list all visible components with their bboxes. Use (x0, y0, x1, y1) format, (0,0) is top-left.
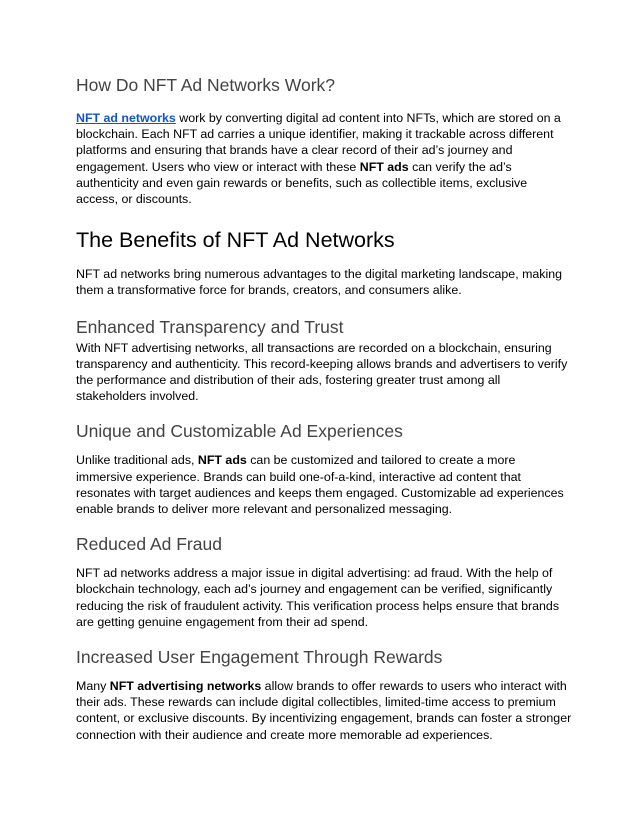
nft-ad-networks-link[interactable]: NFT ad networks (76, 111, 176, 125)
heading-how-nft-ad-networks-work: How Do NFT Ad Networks Work? (76, 75, 336, 95)
paragraph-transparency: With NFT advertising networks, all transactions are recorded on a blockchain, ensuring transparency and authenticity. This record-keeping allows brands and advertisers to verify the performance and distribution of their ads, fostering greater trust among all stakeholders involved. (76, 340, 568, 404)
text-span: can verify the ad’s authenticity and even gain rewards or benefits, such as collectible items, exclusive access, or discounts. (76, 159, 528, 207)
paragraph-benefits-intro: NFT ad networks bring numerous advantages to the digital marketing landscape, making them a transformative force for brands, creators, and consumers alike. (76, 267, 563, 298)
paragraph-ad-fraud: NFT ad networks address a major issue in digital advertising: ad fraud. With the help of blockchain technology, each ad’s journey and engagement can be verified, significantly reducing the risk of fraudulent activity. This verification process helps ensure that brands are getting genuine engagement from their ad spend. (76, 566, 560, 629)
text-span: can be customized and tailored to create a more immersive experience. Brands can build one-of-a-kind, interactive ad content that resonates with target audiences and keeps them engaged. Customizable ad experiences enable brands to deliver more relevant and personalized messaging. (76, 453, 564, 517)
paragraph-user-engagement (76, 678, 572, 743)
bold-text: NFT ads (197, 453, 247, 468)
paragraph-how-it-works (76, 110, 572, 207)
bold-text: NFT advertising networks (109, 679, 262, 694)
text-span: work by converting digital ad content into NFTs, which are stored on a blockchain. Each NFT ad carries a unique identifier, making it trackable across different platforms and ensuring that brands have a clear record of their ad’s journey and engagement. Users who view or interact with these (76, 111, 561, 174)
text-span: allow brands to offer rewards to users who interact with their ads. These rewards can include digital collectibles, limited-time access to premium content, or exclusive discounts. By incentivizing engagement, brands can foster a stronger connection with their audience and create more memorable ad experiences. (76, 679, 572, 742)
heading-benefits: The Benefits of NFT Ad Networks (76, 228, 395, 253)
heading-customizable: Unique and Customizable Ad Experiences (76, 421, 403, 442)
heading-user-engagement: Increased User Engagement Through Rewards (76, 647, 443, 668)
text-span: Unlike traditional ads, (76, 453, 198, 468)
paragraph-customizable (76, 452, 572, 517)
bold-text: NFT ads (359, 159, 409, 174)
heading-transparency: Enhanced Transparency and Trust (76, 316, 344, 337)
text-span: Many (76, 679, 110, 694)
heading-ad-fraud: Reduced Ad Fraud (76, 534, 222, 555)
